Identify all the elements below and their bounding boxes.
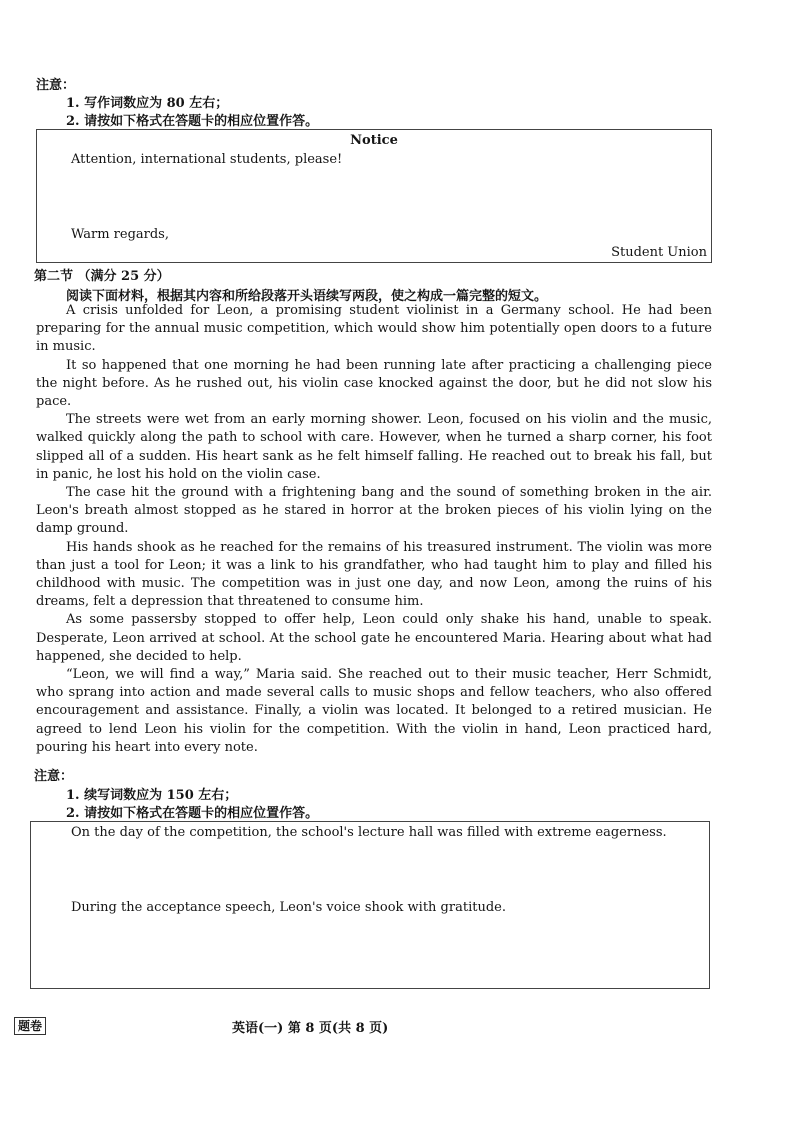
story-paragraph: “Leon, we will find a way,” Maria said. She reached out to their music teacher, Herr Schmidt, who sprang into action and made several calls to music shops and fellow teachers, who also offered encouragement and assistance. Finally, a violin was located. It belonged to a retired musician. He agreed to lend Leon his violin for the competition. With the violin in hand, Leon practiced hard, pouring his heart into every note.: [36, 667, 712, 755]
continuation-note-item: 2. 请按如下格式在答题卡的相应位置作答。: [66, 806, 319, 821]
story-text: [36, 302, 712, 757]
continuation-note-item: 1. 续写词数应为 150 左右；: [66, 788, 238, 803]
section-instruction: 阅读下面材料，根据其内容和所给段落开头语续写两段，使之构成一篇完整的短文。: [66, 289, 548, 304]
story-paragraph: His hands shook as he reached for the remains of his treasured instrument. The violin was more than just a tool for Leon; it was a link to his grandfather, who had taught him to play and filled his childhood with music. The competition was in just one day, and now Leon, among the ruins of his dreams, felt a depression that threatened to consume him.: [36, 539, 712, 610]
story-paragraph: The streets were wet from an early morning shower. Leon, focused on his violin and the music, walked quickly along the path to school with care. However, when he turned a sharp corner, his foot slipped all of a sudden. His heart sank as he felt himself falling. He reached out to break his fall, but in panic, he lost his hold on the violin case.: [36, 412, 712, 482]
story-paragraph: A crisis unfolded for Leon, a promising student violinist in a Germany school. He had been preparing for the annual music competition, which would show him potentially open doors to a future in music.: [36, 303, 712, 355]
writing-note-item: 1. 写作词数应为 80 左右；: [66, 96, 229, 111]
section-heading: 第二节 （满分 25 分）: [34, 269, 170, 284]
continuation-answer-box: [30, 821, 710, 989]
continuation-opening-line-1: On the day of the competition, the school's lecture hall was filled with extreme eagerness.: [71, 825, 667, 840]
notice-answer-box: [36, 129, 712, 263]
notice-title: Notice: [350, 133, 398, 148]
notice-opening: Attention, international students, please!: [71, 152, 343, 167]
notice-signature: Student Union: [611, 245, 707, 260]
story-paragraph: It so happened that one morning he had been running late after practicing a challenging piece the night before. As he rushed out, his violin case knocked against the door, but he did not slow his pace.: [36, 357, 712, 410]
writing-notes-title: 注意：: [36, 78, 76, 93]
footer-page-info: 英语(一) 第 8 页(共 8 页): [232, 1021, 389, 1036]
footer-tag: 题卷: [14, 1017, 46, 1035]
writing-note-item: 2. 请按如下格式在答题卡的相应位置作答。: [66, 114, 319, 129]
story-paragraph: The case hit the ground with a frightening bang and the sound of something broken in the air. Leon's breath almost stopped as he stared in horror at the broken pieces of his violin lying on the damp ground.: [36, 485, 712, 537]
continuation-notes-title: 注意：: [34, 769, 74, 784]
continuation-opening-line-2: During the acceptance speech, Leon's voice shook with gratitude.: [71, 900, 506, 915]
notice-closing: Warm regards,: [71, 227, 169, 242]
story-paragraph: As some passersby stopped to offer help, Leon could only shake his hand, unable to speak. Desperate, Leon arrived at school. At the school gate he encountered Maria. Hearing about what had happened, she decided to help.: [36, 612, 712, 664]
